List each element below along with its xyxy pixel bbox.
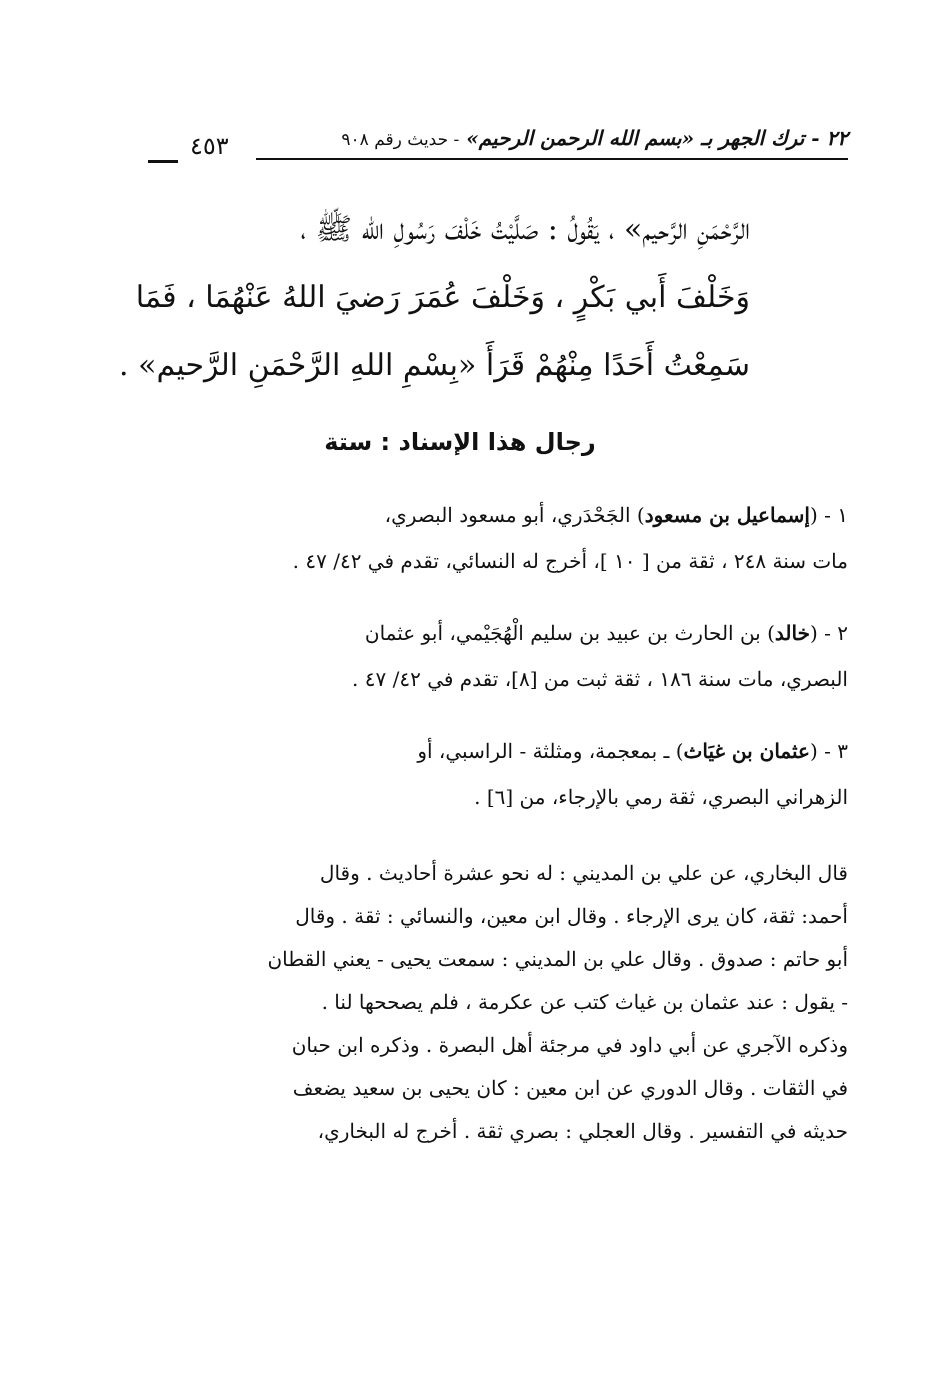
entry-line xyxy=(148,610,848,656)
hadith-number: - حديث رقم ٩٠٨ xyxy=(341,130,460,150)
narrator-entry-3 xyxy=(148,728,848,820)
paragraph-line: أحمد: ثقة، كان يرى الإرجاء . وقال ابن معين، والنسائي : ثقة . وقال xyxy=(295,904,848,928)
paragraph-line: - يقول : عند عثمان بن غياث كتب عن عكرمة ، فلم يصححها لنا . xyxy=(321,990,848,1014)
running-header xyxy=(148,124,848,164)
scan-speck xyxy=(70,44,90,50)
page-number: ٤٥٣ xyxy=(190,132,229,160)
narrator-name: إسماعيل بن مسعود xyxy=(644,503,810,527)
hadith-line: وَخَلْفَ أَبي بَكْرٍ ، وَخَلْفَ عُمَرَ رَضيَ اللهُ عَنْهُمَا ، فَمَا xyxy=(135,280,750,315)
commentary-paragraph xyxy=(148,852,848,1153)
hadith-line: الرَّحْمَنِ الرَّحيم» ، يَقُولُ : صَلَّيْتُ خَلْفَ رَسُولِ الله ﷺ ، xyxy=(300,212,750,247)
paragraph-line: في الثقات . وقال الدوري عن ابن معين : كان يحيى بن سعيد يضعف xyxy=(292,1076,848,1100)
narrator-name: خالد xyxy=(774,621,810,645)
hadith-text xyxy=(119,196,750,400)
paragraph-line: حديثه في التفسير . وقال العجلي : بصري ثقة . أخرج له البخاري، xyxy=(317,1119,848,1143)
narrator-entry-2 xyxy=(148,610,848,702)
entry-line: الزهراني البصري، ثقة رمي بالإرجاء، من [٦] . xyxy=(474,785,848,809)
entry-line: البصري، مات سنة ١٨٦ ، ثقة ثبت من [٨]، تقدم في ٤٢/ ٤٧ . xyxy=(352,667,848,691)
paragraph-line: وذكره الآجري عن أبي داود في مرجئة أهل البصرة . وذكره ابن حبان xyxy=(291,1033,848,1057)
paragraph-line: قال البخاري، عن علي بن المديني : له نحو عشرة أحاديث . وقال xyxy=(319,861,848,885)
section-heading: رجال هذا الإسناد : ستة xyxy=(324,428,596,456)
page-number-dash xyxy=(148,160,178,163)
entry-line xyxy=(148,492,848,538)
hadith-line: سَمِعْتُ أَحَدًا مِنْهُمْ قَرَأَ «بِسْمِ اللهِ الرَّحْمَنِ الرَّحيم» . xyxy=(119,348,750,383)
entry-number: ٢ - ( xyxy=(809,621,848,645)
chapter-title: ٢٢ - ترك الجهر بـ «بسم الله الرحمن الرحيم» xyxy=(466,126,848,150)
narrator-name: عثمان بن غيَاث xyxy=(683,739,810,763)
entry-text: ) الجَحْدَري، أبو مسعود البصري، xyxy=(384,503,645,527)
entry-line xyxy=(148,728,848,774)
entry-number: ٣ - ( xyxy=(809,739,848,763)
paragraph-line: أبو حاتم : صدوق . وقال علي بن المديني : سمعت يحيى - يعني القطان xyxy=(267,947,848,971)
header-title xyxy=(341,126,848,150)
entry-number: ١ - ( xyxy=(809,503,848,527)
entry-text: ) ـ بمعجمة، ومثلثة - الراسبي، أو xyxy=(417,739,684,763)
header-rule xyxy=(256,158,848,160)
narrator-entry-1 xyxy=(148,492,848,584)
entry-line: مات سنة ٢٤٨ ، ثقة من [ ١٠ ]، أخرج له النسائي، تقدم في ٤٢/ ٤٧ . xyxy=(292,549,848,573)
entry-text: ) بن الحارث بن عبيد بن سليم الْهُجَيْمي، أبو عثمان xyxy=(364,621,775,645)
